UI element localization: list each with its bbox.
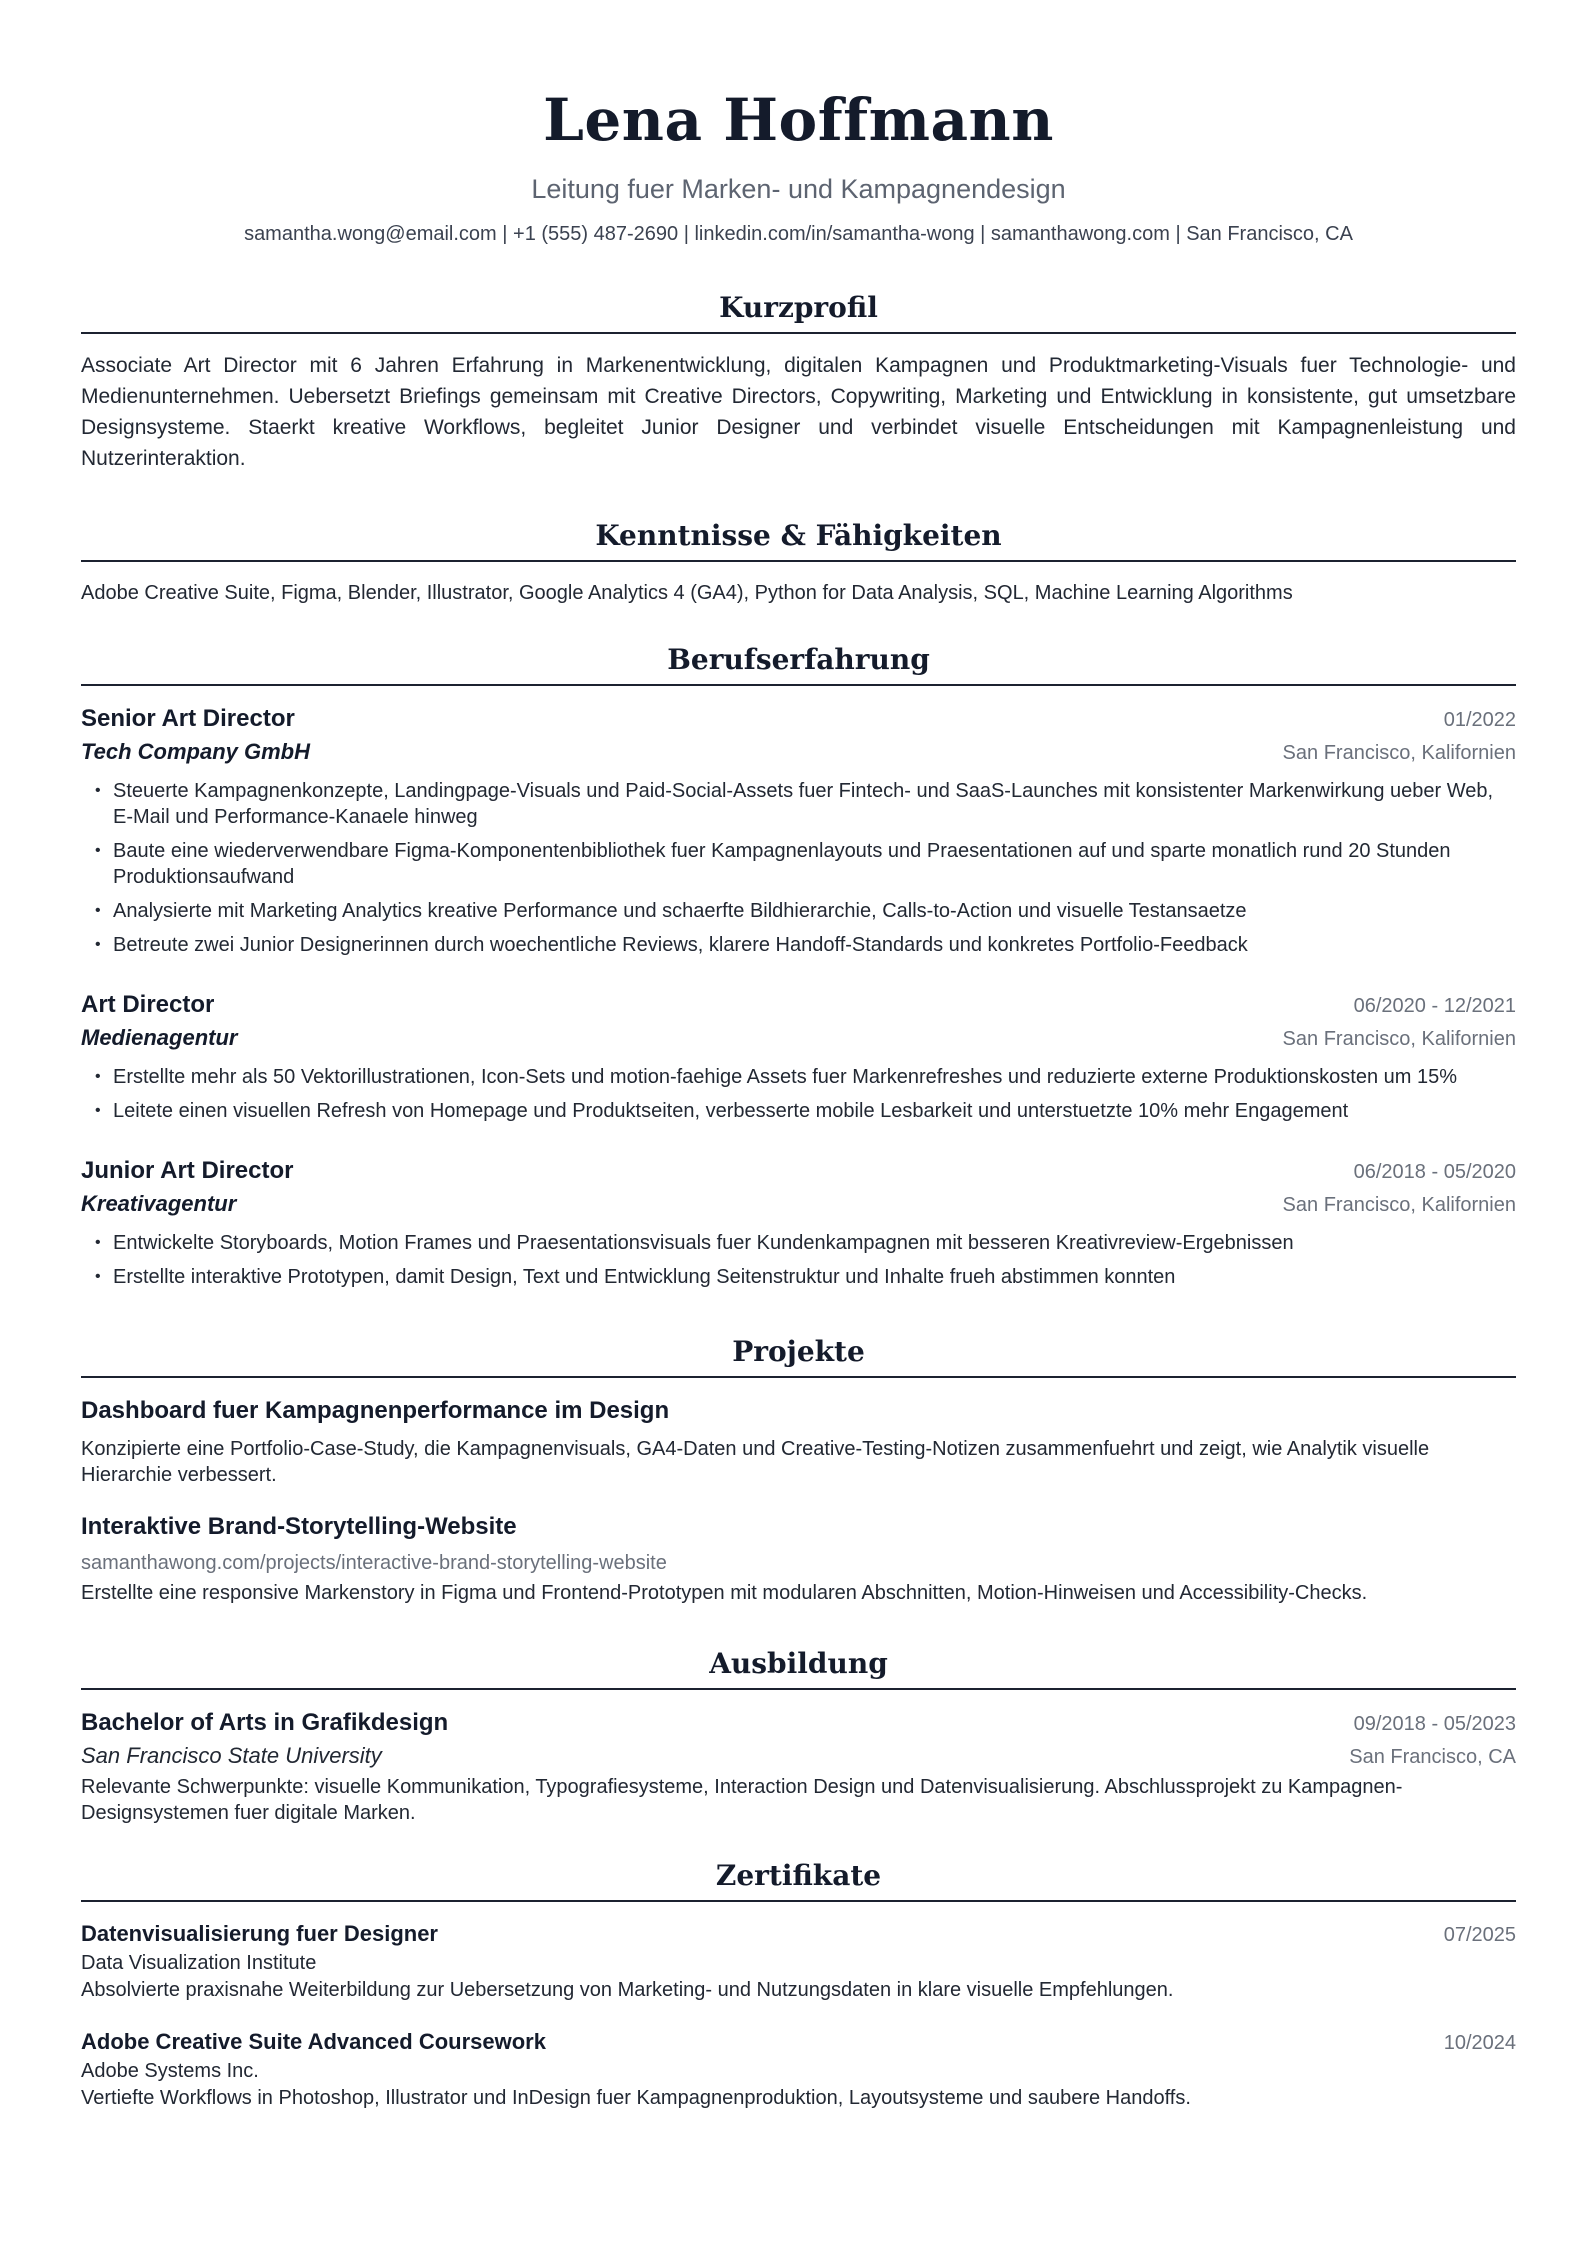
- certifications-heading: Zertifikate: [81, 1858, 1516, 1902]
- job-entry: [81, 702, 1516, 958]
- job-entry: [81, 1154, 1516, 1290]
- job-bullet: • Analysierte mit Marketing Analytics kreative Performance und schaerfte Bildhierarchie, Calls-to-Action und visuelle Testansaetze: [81, 898, 1516, 924]
- job-location: San Francisco, Kalifornien: [1282, 1028, 1516, 1050]
- summary-heading: Kurzprofil: [81, 290, 1516, 334]
- project-desc: Erstellte eine responsive Markenstory in Figma und Frontend-Prototypen mit modularen Abschnitten, Motion-Hinweisen und Accessibility-Checks.: [81, 1582, 1368, 1604]
- job-bullet: • Entwickelte Storyboards, Motion Frames und Praesentationsvisuals fuer Kundenkampagnen mit besseren Kreativreview-Ergebnissen: [81, 1230, 1516, 1256]
- job-company: Medienagentur: [81, 1025, 238, 1050]
- contact-line: samantha.wong@email.com | +1 (555) 487-2690 | linkedin.com/in/samantha-wong | samanthawong.com | San Francisco, CA: [244, 223, 1353, 245]
- education-date: 09/2018 - 05/2023: [1353, 1713, 1516, 1735]
- job-bullet: • Leitete einen visuellen Refresh von Homepage und Produktseiten, verbesserte mobile Lesbarkeit und unterstuetzte 10% mehr Engagement: [81, 1098, 1516, 1124]
- candidate-name: Lena Hoffmann: [543, 86, 1054, 154]
- certification-entry: [81, 1918, 1516, 2004]
- summary-text: Associate Art Director mit 6 Jahren Erfahrung in Markenentwicklung, digitalen Kampagnen und Produktmarketing-Visuals fuer Technologie- und Medienunternehmen. Uebersetzt Briefings gemeinsam mit Creative Directors, Copywriting, Marketing und Entwicklung in konsistente, gut umsetzbare Designsysteme. Staerkt kreative Workflows, begleitet Junior Designer und verbindet visuelle Entscheidungen mit Kampagnenleistung und Nutzerinteraktion.: [81, 354, 1516, 470]
- project-entry: [81, 1394, 1516, 1488]
- project-desc: Konzipierte eine Portfolio-Case-Study, die Kampagnenvisuals, GA4-Daten und Creative-Testing-Notizen zusammenfuehrt und zeigt, wie Analytik visuelle Hierarchie verbessert.: [81, 1438, 1430, 1486]
- projects-section: [81, 1334, 1516, 1606]
- job-date: 06/2020 - 12/2021: [1353, 995, 1516, 1017]
- degree-title: Bachelor of Arts in Grafikdesign: [81, 1709, 449, 1736]
- school-location: San Francisco, CA: [1349, 1746, 1516, 1768]
- experience-heading: Berufserfahrung: [81, 642, 1516, 686]
- certification-issuer: Adobe Systems Inc.: [81, 2060, 259, 2082]
- job-date: 06/2018 - 05/2020: [1353, 1161, 1516, 1183]
- job-entry: [81, 988, 1516, 1124]
- skills-text: Adobe Creative Suite, Figma, Blender, Illustrator, Google Analytics 4 (GA4), Python for Data Analysis, SQL, Machine Learning Algorithms: [81, 582, 1293, 604]
- project-title: Interaktive Brand-Storytelling-Website: [81, 1513, 517, 1540]
- certification-desc: Vertiefte Workflows in Photoshop, Illustrator und InDesign fuer Kampagnenproduktion, Layoutsysteme und saubere Handoffs.: [81, 2087, 1191, 2109]
- project-title: Dashboard fuer Kampagnenperformance im Design: [81, 1397, 670, 1424]
- projects-heading: Projekte: [81, 1334, 1516, 1378]
- certification-date: 07/2025: [1443, 1924, 1516, 1946]
- certification-entry: [81, 2026, 1516, 2112]
- certification-desc: Absolvierte praxisnahe Weiterbildung zur Uebersetzung von Marketing- und Nutzungsdaten in klare visuelle Empfehlungen.: [81, 1979, 1174, 2001]
- project-link[interactable]: samanthawong.com/projects/interactive-brand-storytelling-website: [81, 1552, 667, 1574]
- experience-section: [81, 642, 1516, 1290]
- education-section: [81, 1646, 1516, 1826]
- job-bullet: • Steuerte Kampagnenkonzepte, Landingpage-Visuals und Paid-Social-Assets fuer Fintech- und SaaS-Launches mit konsistenter Markenwirkung ueber Web, E-Mail und Performance-Kanaele hinweg: [81, 778, 1516, 830]
- job-title: Art Director: [81, 991, 215, 1018]
- job-location: San Francisco, Kalifornien: [1282, 1194, 1516, 1216]
- skills-section: [81, 518, 1516, 608]
- candidate-tagline: Leitung fuer Marken- und Kampagnendesign: [531, 174, 1066, 204]
- job-bullets: [81, 1064, 1516, 1124]
- skills-heading: Kenntnisse & Fähigkeiten: [81, 518, 1516, 562]
- school-name: San Francisco State University: [81, 1743, 382, 1768]
- job-title: Junior Art Director: [81, 1157, 294, 1184]
- job-location: San Francisco, Kalifornien: [1282, 742, 1516, 764]
- job-bullets: [81, 1230, 1516, 1290]
- job-bullet: • Erstellte mehr als 50 Vektorillustrationen, Icon-Sets und motion-faehige Assets fuer Markenrefreshes und reduzierte externe Produktionskosten um 15%: [81, 1064, 1516, 1090]
- education-desc: Relevante Schwerpunkte: visuelle Kommunikation, Typografiesysteme, Interaction Design und Datenvisualisierung. Abschlussprojekt zu Kampagnen-Designsystemen fuer digitale Marken.: [81, 1776, 1403, 1824]
- summary-section: [81, 290, 1516, 474]
- certifications-section: [81, 1858, 1516, 2112]
- project-entry: [81, 1510, 1516, 1606]
- job-title: Senior Art Director: [81, 705, 295, 732]
- job-bullets: [81, 778, 1516, 958]
- job-date: 01/2022: [1443, 709, 1516, 731]
- job-bullet: • Baute eine wiederverwendbare Figma-Komponentenbibliothek fuer Kampagnenlayouts und Praesentationen auf und sparte monatlich rund 20 Stunden Produktionsaufwand: [81, 838, 1516, 890]
- certification-date: 10/2024: [1443, 2032, 1516, 2054]
- certification-issuer: Data Visualization Institute: [81, 1952, 317, 1974]
- certification-title: Datenvisualisierung fuer Designer: [81, 1921, 438, 1946]
- job-company: Tech Company GmbH: [81, 739, 310, 764]
- job-company: Kreativagentur: [81, 1191, 237, 1216]
- certification-title: Adobe Creative Suite Advanced Coursework: [81, 2029, 546, 2054]
- education-heading: Ausbildung: [81, 1646, 1516, 1690]
- resume-page: [81, 0, 1516, 2112]
- job-bullet: • Betreute zwei Junior Designerinnen durch woechentliche Reviews, klarere Handoff-Standards und konkretes Portfolio-Feedback: [81, 932, 1516, 958]
- job-bullet: • Erstellte interaktive Prototypen, damit Design, Text und Entwicklung Seitenstruktur und Inhalte frueh abstimmen konnten: [81, 1264, 1516, 1290]
- education-entry: [81, 1706, 1516, 1826]
